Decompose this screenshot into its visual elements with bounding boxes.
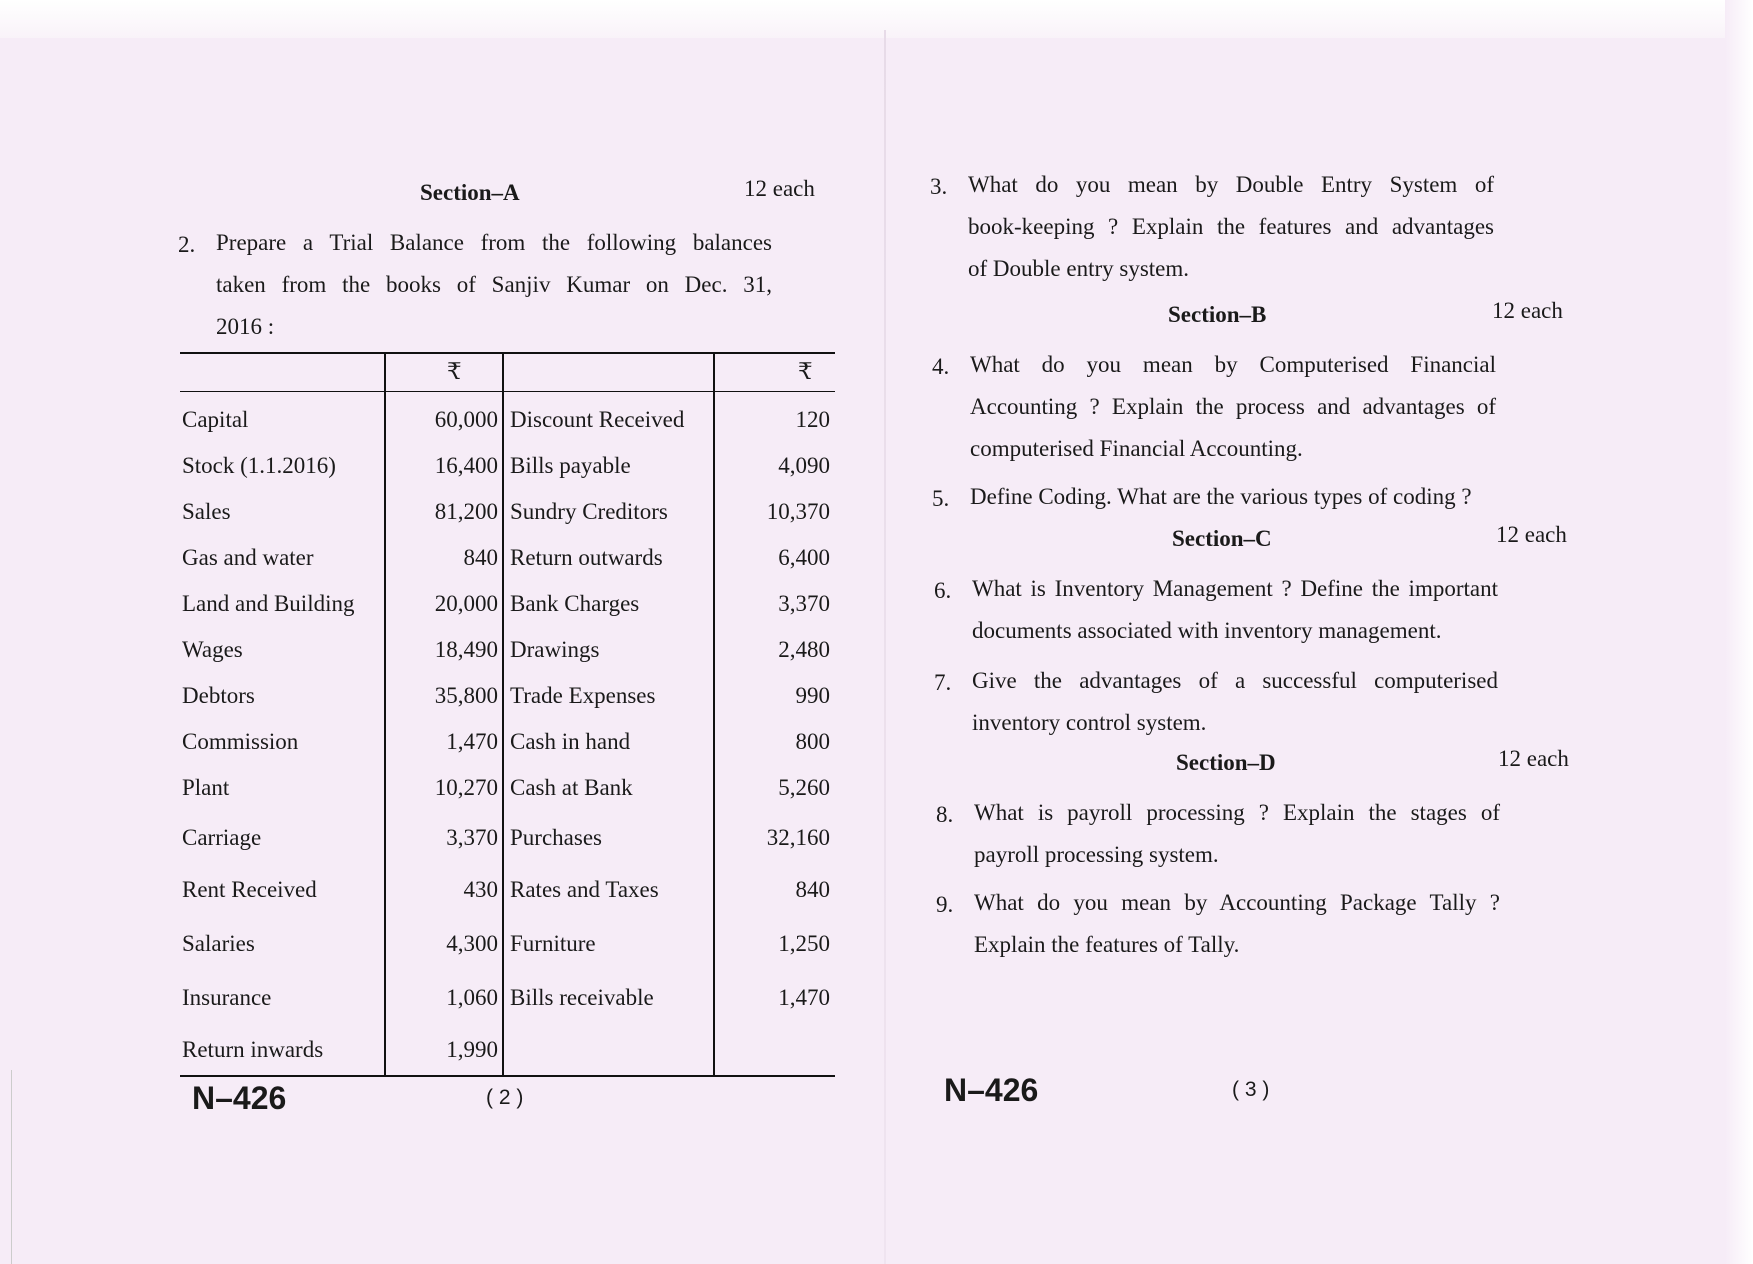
page-number-right: ( 3 ) [1232, 1078, 1270, 1101]
table-amount-right: 4,090 [778, 453, 830, 478]
question-2-line-1: Prepare a Trial Balance from the following balances [216, 230, 772, 255]
table-col-divider-1 [384, 352, 386, 1077]
table-amount-left: 60,000 [434, 407, 498, 432]
table-amount-left: 16,400 [434, 453, 498, 478]
question-3-line-3: of Double entry system. [968, 256, 1190, 281]
table-item-right: Cash in hand [510, 729, 631, 754]
section-c-marks: 12 each [1496, 522, 1567, 547]
question-7-line-2: inventory control system. [972, 710, 1207, 735]
table-amount-right: 800 [795, 729, 830, 754]
table-amount-right: 10,370 [766, 499, 830, 524]
question-8-number: 8. [936, 802, 954, 827]
table-amount-left: 20,000 [434, 591, 498, 616]
section-a-title: Section–A [420, 180, 520, 205]
currency-header-left: ₹ [447, 359, 462, 384]
table-header-rule [180, 391, 835, 392]
table-amount-right: 1,250 [778, 931, 830, 956]
trial-balance-table [180, 352, 835, 1077]
question-5-number: 5. [932, 486, 950, 511]
table-amount-right: 1,470 [778, 985, 830, 1010]
table-amount-left: 1,470 [446, 729, 498, 754]
section-d-title: Section–D [1176, 750, 1276, 775]
question-9-number: 9. [936, 892, 954, 917]
table-item-left: Stock (1.1.2016) [182, 453, 336, 478]
table-item-left: Insurance [182, 985, 272, 1010]
question-3-number: 3. [930, 174, 948, 199]
table-amount-right: 3,370 [778, 591, 830, 616]
table-col-divider-2 [502, 352, 504, 1077]
question-5-line-1: Define Coding. What are the various types of coding ? [970, 484, 1472, 509]
section-a-marks: 12 each [744, 176, 815, 201]
table-amount-left: 4,300 [446, 931, 498, 956]
currency-header-right: ₹ [798, 359, 813, 384]
table-item-left: Capital [182, 407, 249, 432]
table-amount-right: 990 [795, 683, 830, 708]
table-amount-right: 840 [795, 877, 830, 902]
right-page [886, 0, 1726, 1264]
table-amount-right: 32,160 [766, 825, 830, 850]
table-item-right: Discount Received [510, 407, 685, 432]
table-item-left: Rent Received [182, 877, 317, 902]
footer-code-left: N–426 [192, 1080, 287, 1116]
table-amount-left: 430 [463, 877, 498, 902]
table-item-right: Drawings [510, 637, 600, 662]
question-9-line-2: Explain the features of Tally. [974, 932, 1240, 957]
table-item-left: Wages [182, 637, 243, 662]
table-item-right: Bills receivable [510, 985, 654, 1010]
table-amount-left: 35,800 [434, 683, 498, 708]
table-item-left: Plant [182, 775, 230, 800]
table-item-left: Return inwards [182, 1037, 324, 1062]
footer-code-right: N–426 [944, 1072, 1039, 1108]
table-item-left: Salaries [182, 931, 255, 956]
table-item-right: Bills payable [510, 453, 631, 478]
question-6-line-2: documents associated with inventory management. [972, 618, 1442, 643]
table-item-left: Debtors [182, 683, 255, 708]
question-6-number: 6. [934, 578, 952, 603]
table-item-right: Purchases [510, 825, 602, 850]
section-c-title: Section–C [1172, 526, 1272, 551]
page-number-left: ( 2 ) [486, 1086, 524, 1109]
question-2-number: 2. [178, 232, 196, 257]
table-amount-left: 1,060 [446, 985, 498, 1010]
table-item-left: Commission [182, 729, 299, 754]
table-item-right: Cash at Bank [510, 775, 633, 800]
section-b-title: Section–B [1168, 302, 1267, 327]
scan-edge-right [1725, 0, 1753, 1264]
table-item-right: Furniture [510, 931, 596, 956]
table-col-divider-3 [713, 352, 715, 1077]
question-2-line-2: taken from the books of Sanjiv Kumar on Dec. 31, [216, 272, 772, 297]
table-item-left: Sales [182, 499, 231, 524]
question-8-line-2: payroll processing system. [974, 842, 1219, 867]
table-amount-right: 5,260 [778, 775, 830, 800]
question-7-number: 7. [934, 670, 952, 695]
table-item-left: Land and Building [182, 591, 355, 616]
section-d-marks: 12 each [1498, 746, 1569, 771]
table-amount-left: 840 [463, 545, 498, 570]
table-item-left: Gas and water [182, 545, 314, 570]
table-amount-left: 10,270 [434, 775, 498, 800]
table-item-right: Return outwards [510, 545, 663, 570]
section-b-marks: 12 each [1492, 298, 1563, 323]
question-4-line-1: What do you mean by Computerised Financial [970, 352, 1496, 377]
table-item-right: Bank Charges [510, 591, 640, 616]
question-4-line-3: computerised Financial Accounting. [970, 436, 1303, 461]
question-9-line-1: What do you mean by Accounting Package Tally ? [974, 890, 1500, 915]
question-6-line-1: What is Inventory Management ? Define the important [972, 576, 1498, 601]
table-item-right: Rates and Taxes [510, 877, 659, 902]
table-amount-left: 3,370 [446, 825, 498, 850]
question-3-line-1: What do you mean by Double Entry System of [968, 172, 1494, 197]
table-amount-left: 81,200 [434, 499, 498, 524]
table-amount-right: 120 [795, 407, 830, 432]
question-8-line-1: What is payroll processing ? Explain the stages of [974, 800, 1500, 825]
table-item-right: Sundry Creditors [510, 499, 668, 524]
table-item-right: Trade Expenses [510, 683, 656, 708]
table-bottom-rule [180, 1075, 835, 1077]
table-amount-left: 1,990 [446, 1037, 498, 1062]
table-item-left: Carriage [182, 825, 262, 850]
question-4-number: 4. [932, 354, 950, 379]
table-amount-left: 18,490 [434, 637, 498, 662]
question-7-line-1: Give the advantages of a successful computerised [972, 668, 1498, 693]
table-amount-right: 6,400 [778, 545, 830, 570]
table-top-rule [180, 352, 835, 354]
question-2-line-3: 2016 : [216, 314, 275, 339]
question-3-line-2: book-keeping ? Explain the features and advantages [968, 214, 1494, 239]
table-amount-right: 2,480 [778, 637, 830, 662]
question-4-line-2: Accounting ? Explain the process and advantages of [970, 394, 1496, 419]
